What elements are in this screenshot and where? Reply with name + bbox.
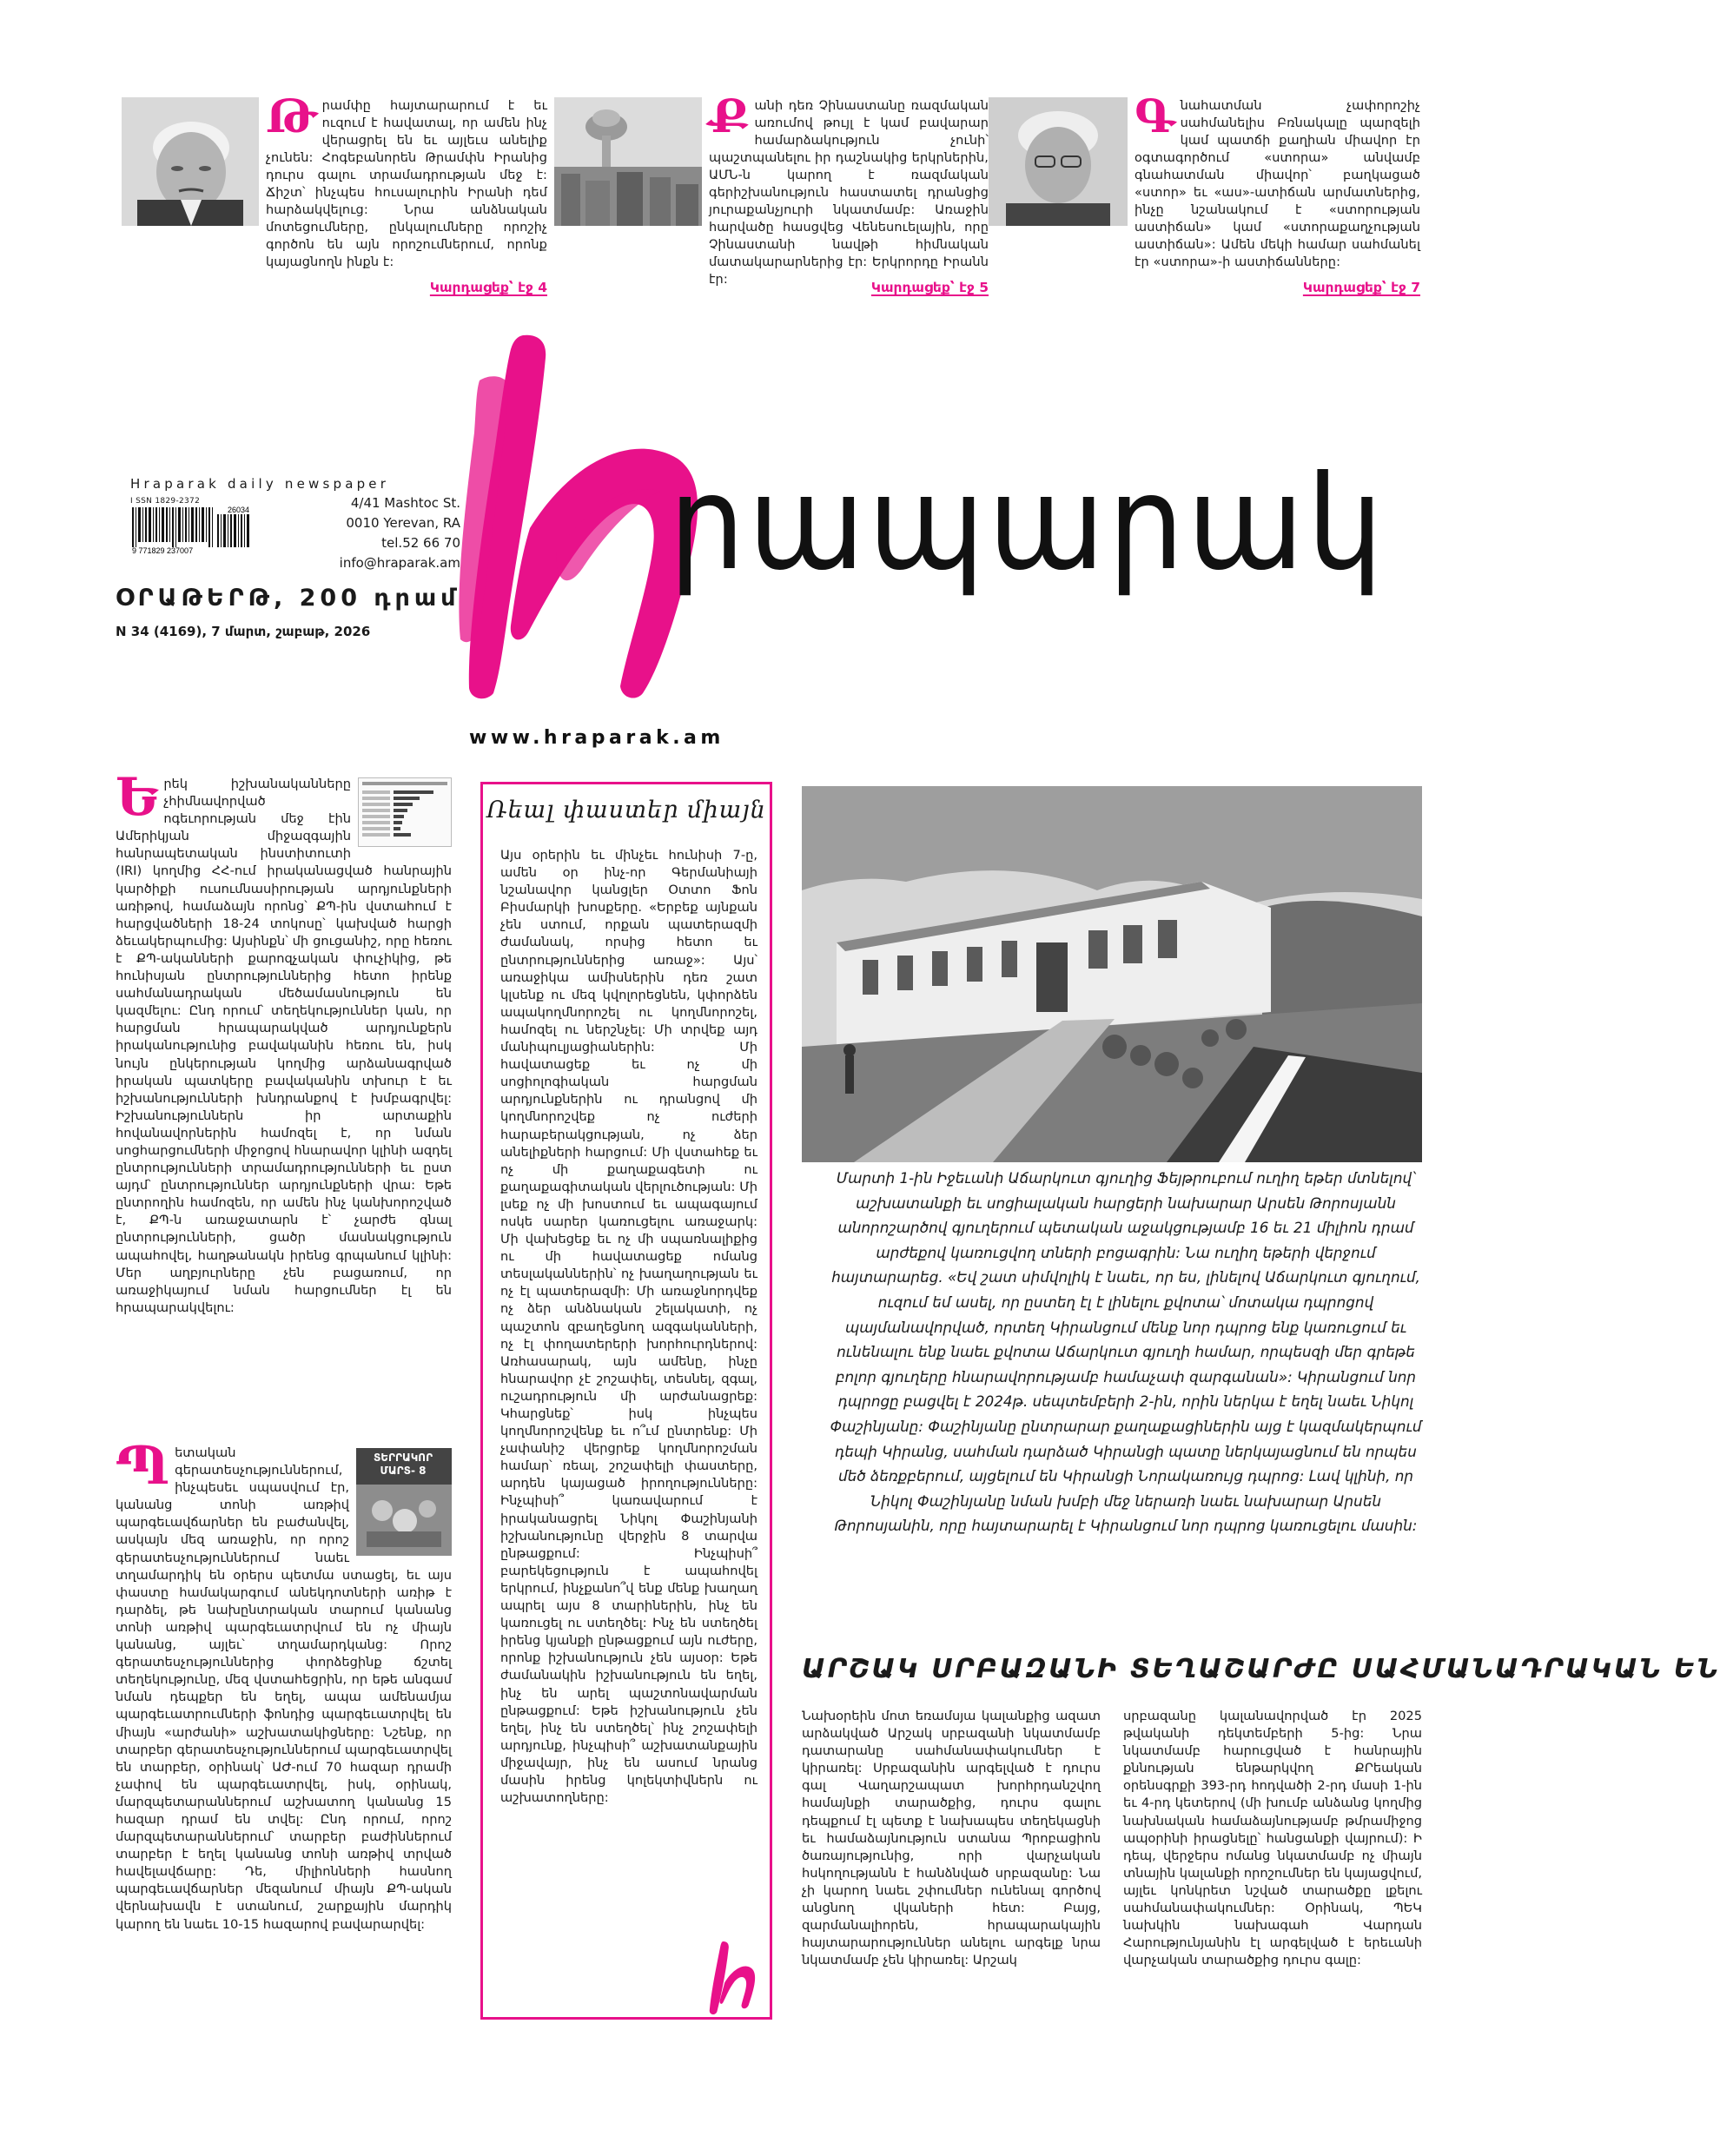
address-block bbox=[340, 493, 460, 573]
dropcap: Գ bbox=[1135, 90, 1175, 143]
teaser-2 bbox=[554, 90, 989, 314]
issue-info: N 34 (4169), 7 մարտ, շաբաթ, 2026 bbox=[116, 624, 371, 639]
read-more-link[interactable]: Կարդացեք՝ էջ 5 bbox=[870, 280, 989, 295]
address-line: 0010 Yerevan, RA bbox=[346, 515, 460, 531]
teaser-text bbox=[1135, 90, 1420, 271]
teaser-body: րամփը հայտարարում է եւ ուզում է հավատալ, որ ամեն ինչ վերացրել են եւ այլեւս անելիք չունեն: Հոգեբանորեն Թրամփն Իրանից դուրս գալու տրամադրության մեջ է: Ճիշտ՝ ինչպես հուսալուրին Իրանի դեմ հարձակվելուց: Նրա անձնական մոտեցումները, ընկալումները որոշիչ գործոն են այն որոշումներում, որոնք կայացնողն ինքն է: bbox=[266, 99, 547, 269]
school-building-photo bbox=[802, 786, 1422, 1162]
read-more-link[interactable]: Կարդացեք՝ էջ 4 bbox=[429, 280, 547, 295]
article-body: րեկ իշխանականները չհիմնավորված ոգեւորության մեջ էին Ամերիկյան միջազգային հանրապետական ինստիտուտի (IRI) կողմից ՀՀ-ում իրականացված հանրային կարծիքի ուսումնասիրության արդյունքների առիթով, համաձայն որոնց՝ ՔՊ-ին վստահում է հարցվածների 18-24 տոկոսը՝ կախված հարցի ձեւակերպումից: Այսինքն՝ մի ցուցանիշ, որը հեռու է ՔՊ-ականների քարոզչական փուչիկից, թե հունիսյան ընտրություններից հետո իրենք սահմանադրական մեծամասնություն են կազմելու: Ընդ որում՝ տեղեկություններ կան, որ հարցման հրապարակված արդյունքերն իրականությունից բավականին հեռու են, իսկ նույն ընկերության կողմից արձանագրված իրական պատկերը բավականին տխուր է եւ իշխանությունների խնդրանքով է խմբագրվել: Իշխանություններն իր արտաքին հովանավորներին համոզել է, որ նման սոցհարցումների միջոցով հնարավոր կլինի ազդել ընտրությունների տրամադրությունների եւ ըստ այդմ՝ ընտրություններ արդյունքների վրա: Եթե ընտրողին համոզեն, որ ամեն ինչ կանխորոշված է, ՔՊ-ն առաջատարն է՝ չարժե գնալ ընտրությունների, ցածր մասնակցություն ապահովել, հաղթանակն իրենց գրպանում կլինի: Մեր աղբյուրները չեն բացառում, որ առաջիկայում նման հարցումներ էլ են հրապարակվելու: bbox=[116, 777, 452, 1315]
phone: tel.52 66 70 bbox=[381, 535, 460, 551]
issn: I SSN 1829-2372 bbox=[130, 497, 201, 506]
dropcap: Պ bbox=[116, 1436, 170, 1497]
march-8-poster bbox=[356, 1448, 452, 1556]
hraparak-small-logo-icon bbox=[702, 1940, 763, 2016]
teaser-1 bbox=[122, 90, 547, 314]
trump-photo bbox=[122, 97, 259, 226]
read-more-link[interactable]: Կարդացեք՝ էջ 7 bbox=[1302, 280, 1420, 295]
email-link[interactable]: info@hraparak.am bbox=[339, 555, 460, 571]
survey-chart-thumbnail bbox=[358, 777, 452, 847]
teaser-body: անի դեռ Չինաստանը ռազմական առումով թույլ է կամ բավարար համարձակություն չունի՝ պաշտպանելու իր դաշնակից երկրներին, ԱՄՆ-ն կարող է ռազմական գերիշխանություն հաստատել դրանցից յուրաքանչյուրի նկատմամբ: Առաջին հարվածը հասցվեց Վենեսուելային, որը Չինաստանի նավթի հիմնական մատակարարներից էր: Երկրորդը Իրանն էր: bbox=[709, 99, 989, 287]
site-url[interactable]: www.hraparak.am bbox=[469, 727, 724, 749]
editorial-box bbox=[480, 782, 772, 2020]
teaser-text bbox=[266, 90, 547, 271]
article-body: ետական գերատեսչություններում, ինչպեսեւ սպասվում էր, կանանց տոնի առթիվ պարգեւավճարներ են բաժանվել, ասկայն մեզ առաջին, որ որոշ գերատեսչություններում նաեւ տղամարդիկ են օրերս պետմա ստացել, եւ այս փաստը համակարգում անեկդոտների առիթ է դարձել, թե նախընտրական տարում կանանց տոնի առթիվ պարգեւատրվում են ոչ միայն կանանց, այլեւ՝ տղամարդկանց: Որոշ գերատեսչություններից փորձեցինք ճշտել տեղեկությունը, մեզ վստահեցրին, որ եթե անգամ նման դեպքեր են եղել, ապա ամենամյա պարգեւատրումների ֆոնդից պարգեւատրվել են միայն «արժանի» աշխատակիցները: Նշենք, որ տարբեր գերատեսչություններում պարգեւատրվել են տարբեր, օրինակ՝ ԱԺ-ում 70 հազար դրամի չափով են պարգեւատրվել, իսկ, օրինակ, մարզպետարաններում աշխատող կանանց 15 հազար դրամ են տվել: Ընդ որում, որոշ մարզպետարաններում՝ տարբեր բաժիններում տարբեր է եղել կանանց տոնի առթիվ տրված հավելավճարը: Դե, միլիոնների հասնող պարգեւավճարներ մեզանում միայն ՔՊ-ական վերնախավն է ստանում, շարքային մարդիկ կարող են նաեւ 10-15 հազարով բավարարվել: bbox=[116, 1445, 452, 1932]
explosion-photo bbox=[554, 97, 702, 226]
photo-caption: Մարտի 1-ին Իջեւանի Աճարկուտ գյուղից Ֆեյթրուբում ուղիղ եթեր մտնելով՝ աշխատանքի եւ սոցիալական հարցերի նախարար Արսեն Թորոսյանն անորոշարծով գյուղերում պետական աջակցությամբ 16 եւ 21 միլիոն դրամ արժեքով կառուցվող տների բոցագրին: Նա ուղիղ եթերի վերջում հայտարարեց. «Եվ շատ սիմվոլիկ է նաեւ, որ ես, լինելով Աճարկուտ գյուղում, ուզում եմ ասել, որ ըստեղ էլ է լինելու քվոտա՝ մոտակա դպրոցով պայմանավորված, որտեղ Կիրանցում մենք նոր դպրոց ենք կառուցում եւ ունենալու ենք նաեւ քվոտա Աճարկուտ գյուղի համար, որպեսզի մեր գրեթե բոլոր գյուղերը հնարավորությամբ համաչափ զարգանան»: Կիրանցում նոր դպրոցը բացվել է 2024թ. սեպտեմբերի 2-ին, որին ներկա է եղել նաեւ Նիկոլ Փաշինյանը: Փաշինյանը ընտրարար քաղաքացիներին այց է կազմակերպում դեպի Կիրանց, սահման դարձած Կիրանցի պատը ներկայացնում են որպես մեծ ձեռքբերում, այցելում են Կիրանցի Նորակառույց դպրոց: Լավ կլինի, որ Նիկոլ Փաշինյանը նման խմբի մեջ ներառի նաեւ նախարար Արսեն Թորոսյանին, որը հայտարարել է Կիրանցում նոր դպրոց կառուցելու մասին: bbox=[830, 1169, 1422, 1535]
teaser-3 bbox=[989, 90, 1420, 314]
editorial-title: Ռեալ փաստեր միայն bbox=[486, 797, 766, 823]
svg-text:26034: 26034 bbox=[228, 506, 250, 514]
article-left-top bbox=[116, 767, 452, 1317]
article-left-bottom bbox=[116, 1436, 452, 1934]
article-column-1: Նախօրեին մոտ եռամսյա կալանքից ազատ արձակված Արշակ սրբազանի նկատմամբ դատարանը սահմանափակումներ է կիրառել: Սրբազանին արգելված է դուրս գալ Վաղարշապատ խորհրդանշվող համայնքի տարածքից, դուրս գալու դեպքում էլ պետք է նախապես տեղեկացնի եւ համաձայնություն ստանա Պրոբացիոն ծառայությունից, որի վարչական հսկողությանն է հանձնված սրբազանը: Նա չի կարող նաեւ շփումներ ունենալ գործով անցնող վկաների հետ: Բայց, զարմանալիորեն, հրապարակային հայտարարություններ անելու արգելք նրա նկատմամբ չեն կիրառել: Արշակ bbox=[802, 1709, 1101, 1968]
barcode bbox=[130, 497, 261, 573]
editorial-body: Այս օրերին եւ մինչեւ հունիսի 7-ը, ամեն օր ինչ-որ Գերմանիայի նշանավոր կանցլեր Օտտո Ֆոն Բիսմարկի խոսքերը. «Երբեք այնքան չեն ստում, որքան պատերազմի ժամանակ, որսից հետո եւ ընտրություններից առաջ»: Այս՝ առաջիկա ամիսներին դեռ շատ կլսենք ու մեզ կվոլորեցնեն, կփորձեն ապակողմնորոշել ու կողմնորոշել, համոզել ու ներշնչել: Մի տրվեք այդ մանիպուլյացիաներին: Մի հավատացեք եւ ոչ մի սոցիոլոգիական հարցման արդյունքներին ու դրանցով մի կողմնորոշվեք ոչ ուժերի հարաբերակցության, ոչ ձեր անելիքների հարցում: Մի վստահեք եւ ոչ մի քաղաքագետի ու քաղաքագիտական վերլուծության: Մի լսեք ոչ մի խոստում եւ ապագայում ոսկե սարեր կառուցելու առաջարկ: Մի վախեցեք եւ ոչ մի սպառնալիքից ու մի հավատացեք ոմանց տեսլականներին՝ ոչ խաղաղության եւ ոչ էլ պատերազմի: Մի առաջնորդվեք ոչ ձեր անձնական շելակատի, ոչ պաշտոն զբաղեցնող ազգականների, ոչ էլ փողատերերի խորհուրդներով: Առհասարակ, այն ամենը, ինչը հնարավոր չէ շոշափել, տեսնել, զգալ, ուշադրություն մի արժանացրեք: Կհարցնեք՝ իսկ ինչպես կողմնորոշվենք եւ ո՞ւմ ընտրենք: Մի չափանիշ վերցրեք կողմնորոշման համար՝ ռեալ, շոշափելի փաստերը, արդեն կայացած իրողությունները: Ինչպիսի՞ կառավարում է իրականացրել Նիկոլ Փաշինյանի իշխանությունը վերջին 8 տարվա ընթացքում: Ինչպիսի՞ բարեկեցություն է ապահովել երկրում, ինչքանո՞վ ենք մենք խաղաղ ապրել այս 8 տարիներին, ինչ են կառուցել ու ստեղծել: Ինչ են ստեղծել իրենց կյանքի ընթացքում այն ուժերը, որոնք իշխանություն չեն այսօր: Եթե ժամանակին իշխանություն են եղել, ինչ են արել պաշտոնավարման ընթացքում: Եթե իշխանություն չեն եղել, ինչ են ստեղծել՝ ինչ շոշափելի արդյունք, ինչպիսի՞ աշխատանքային միջավայր, ինչ են ասում նրանց մասին իրենց կոլեկտիվներն ու աշխատողները: bbox=[500, 848, 757, 1806]
dropcap: Ե bbox=[116, 767, 159, 828]
poster-label: ՏԵՐՐԱԿՈՐ ՄԱՐՏ- 8 bbox=[373, 1452, 433, 1477]
svg-text:9 771829 237007: 9 771829 237007 bbox=[132, 546, 194, 555]
daily-label: Hraparak daily newspaper bbox=[130, 476, 390, 492]
address-line: 4/41 Mashtoc St. bbox=[350, 495, 460, 511]
article-headline: ԱՐՇԱԿ ՍՐԲԱԶԱՆԻ ՏԵՂԱՇԱՐԺԸ ՍԱՀՄԱՆԱԴՐԱԿԱՆ ԵՆ bbox=[802, 1654, 1720, 1684]
portrait-photo bbox=[989, 97, 1128, 226]
price-label: ՕՐԱԹԵՐԹ, 200 դրամ bbox=[116, 585, 460, 612]
dropcap: Թ bbox=[266, 90, 317, 143]
teaser-body: նահատման չափորոշիչ սահմանելիս Բռնակալը պարզելի կամ պատճի քաղիան միավոր էր օգտագործում «ստորա» անվամբ գնահատման միավոր՝ բաղկացած «ստոր» եւ «աս»-ատիճան արմատներից, ինչը նշանակում է «ստորության աստիճան» կամ «ստորաքաղչության աստիճան»: Ամեն մեկի համար սահմանել էր «ստորա»-ի աստիճանները: bbox=[1135, 99, 1420, 269]
barcode-icon bbox=[130, 506, 261, 554]
dropcap: Ք bbox=[709, 90, 750, 143]
teaser-text bbox=[709, 90, 989, 288]
newspaper-title: րապարակ bbox=[669, 448, 1386, 599]
article-column-2: սրբազանը կալանավորված էր 2025 թվականի դեկտեմբերի 5-ից: Նրա նկատմամբ հարուցված է հանրային քննության ենթարկվող ՔՐեական օրենսգրքի 393-րդ հոդվածի 2-րդ մասի 1-ին եւ 4-րդ կետերով (մի խումբ անձանց կողմից նախնական համաձայնությամբ թմրամիջոց ապօրինի իրացնելը՝ հանցանքի վայրում): Ի դեպ, վերջերս ոմանց նկատմամբ ոչ միայն տնային կալանքի որոշումներ են կայացվում, այլեւ կոնկրետ նշված տարածքը լքելու սահմանափակումներ: Օրինակ, ՊԵԿ նախկին նախագահ Վարդան Հարությունյանին էլ արգելված է երեւանի վարչական տարածքից դուրս գալը: bbox=[1123, 1709, 1422, 1968]
